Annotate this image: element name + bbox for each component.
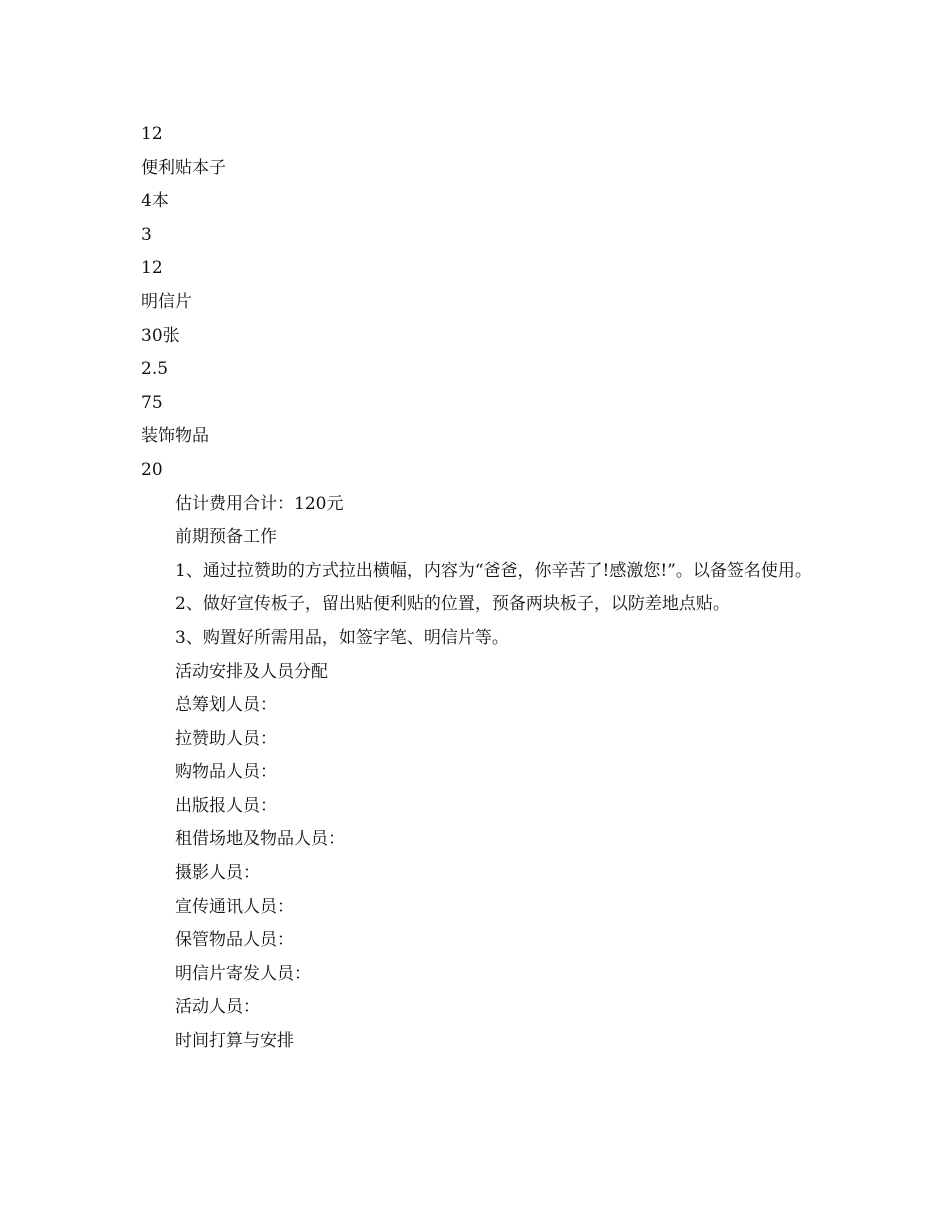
staff-role: 宣传通讯人员： xyxy=(175,896,294,917)
staff-role: 拉赞助人员： xyxy=(175,728,277,749)
staff-heading: 活动安排及人员分配 xyxy=(175,661,328,682)
table-cell: 便利贴本子 xyxy=(141,157,226,178)
prep-heading: 前期预备工作 xyxy=(175,527,277,548)
prep-item: 3、购置好所需用品，如签字笔、明信片等。 xyxy=(175,627,509,648)
table-cell: 装饰物品 xyxy=(141,426,209,447)
staff-role: 明信片寄发人员： xyxy=(175,963,311,984)
table-cell: 20 xyxy=(141,459,163,480)
table-cell: 12 xyxy=(141,258,163,279)
table-cell: 2.5 xyxy=(141,359,169,380)
table-cell: 75 xyxy=(141,392,163,413)
table-cell: 12 xyxy=(141,124,163,144)
schedule-heading: 时间打算与安排 xyxy=(175,1031,294,1052)
staff-role: 保管物品人员： xyxy=(175,930,294,951)
staff-role: 活动人员： xyxy=(175,997,260,1018)
table-cell: 4本 xyxy=(141,191,169,212)
staff-role: 摄影人员： xyxy=(175,863,260,884)
table-cell: 30张 xyxy=(141,325,180,346)
document-body xyxy=(141,118,816,1059)
staff-role: 租借场地及物品人员： xyxy=(175,829,345,850)
total-cost: 估计费用合计：120元 xyxy=(175,493,344,514)
staff-role: 总筹划人员： xyxy=(175,695,277,716)
prep-item: 2、做好宣传板子，留出贴便利贴的位置，预备两块板子，以防差地点贴。 xyxy=(175,594,730,615)
table-cell: 明信片 xyxy=(141,291,192,312)
staff-role: 出版报人员： xyxy=(175,795,277,816)
staff-role: 购物品人员： xyxy=(175,762,277,783)
table-cell: 3 xyxy=(141,224,152,245)
prep-item: 1、通过拉赞助的方式拉出横幅，内容为“爸爸，你辛苦了!感激您!”。以备签名使用。 xyxy=(175,560,812,581)
